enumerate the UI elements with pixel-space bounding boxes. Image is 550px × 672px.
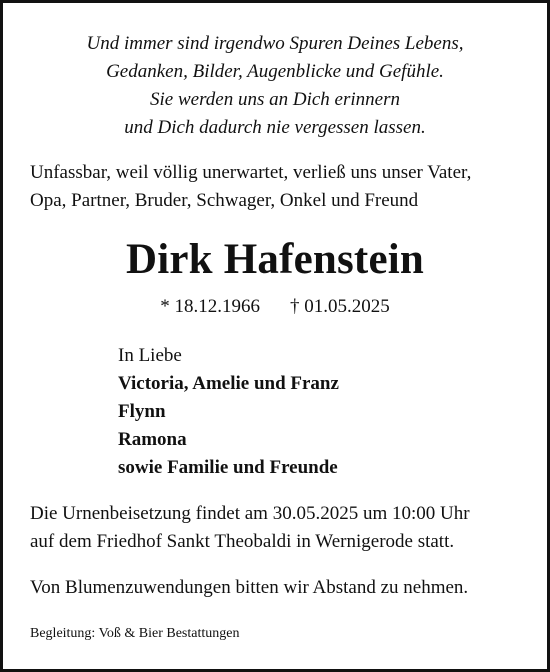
announcement-line: Opa, Partner, Bruder, Schwager, Onkel und Freund [30, 190, 419, 211]
memorial-poem [3, 30, 547, 142]
funeral-info [30, 500, 470, 556]
mourner-name: Flynn [118, 401, 166, 422]
announcement-line: Unfassbar, weil völlig unerwartet, verließ uns unser Vater, [30, 162, 472, 183]
poem-line: Und immer sind irgendwo Spuren Deines Lebens, [86, 33, 464, 54]
mourners-block [118, 342, 339, 482]
mourner-name: Victoria, Amelie und Franz [118, 373, 339, 394]
mourner-name: sowie Familie und Freunde [118, 457, 338, 478]
poem-line: Sie werden uns an Dich erinnern [150, 89, 400, 110]
funeral-line: auf dem Friedhof Sankt Theobaldi in Wernigerode statt. [30, 531, 455, 552]
life-dates [3, 293, 547, 321]
poem-line: und Dich dadurch nie vergessen lassen. [124, 117, 426, 138]
death-date: † 01.05.2025 [290, 296, 390, 317]
mourner-name: Ramona [118, 429, 187, 450]
announcement-text [30, 159, 471, 215]
birth-date: * 18.12.1966 [160, 296, 260, 317]
flowers-request: Von Blumenzuwendungen bitten wir Abstand zu nehmen. [30, 577, 469, 598]
undertaker-credit: Begleitung: Voß & Bier Bestattungen [30, 626, 240, 641]
poem-line: Gedanken, Bilder, Augenblicke und Gefühle. [106, 61, 444, 82]
deceased-name: Dirk Hafenstein [125, 236, 425, 283]
mourners-intro: In Liebe [118, 345, 182, 366]
funeral-line: Die Urnenbeisetzung findet am 30.05.2025 um 10:00 Uhr [30, 503, 470, 524]
